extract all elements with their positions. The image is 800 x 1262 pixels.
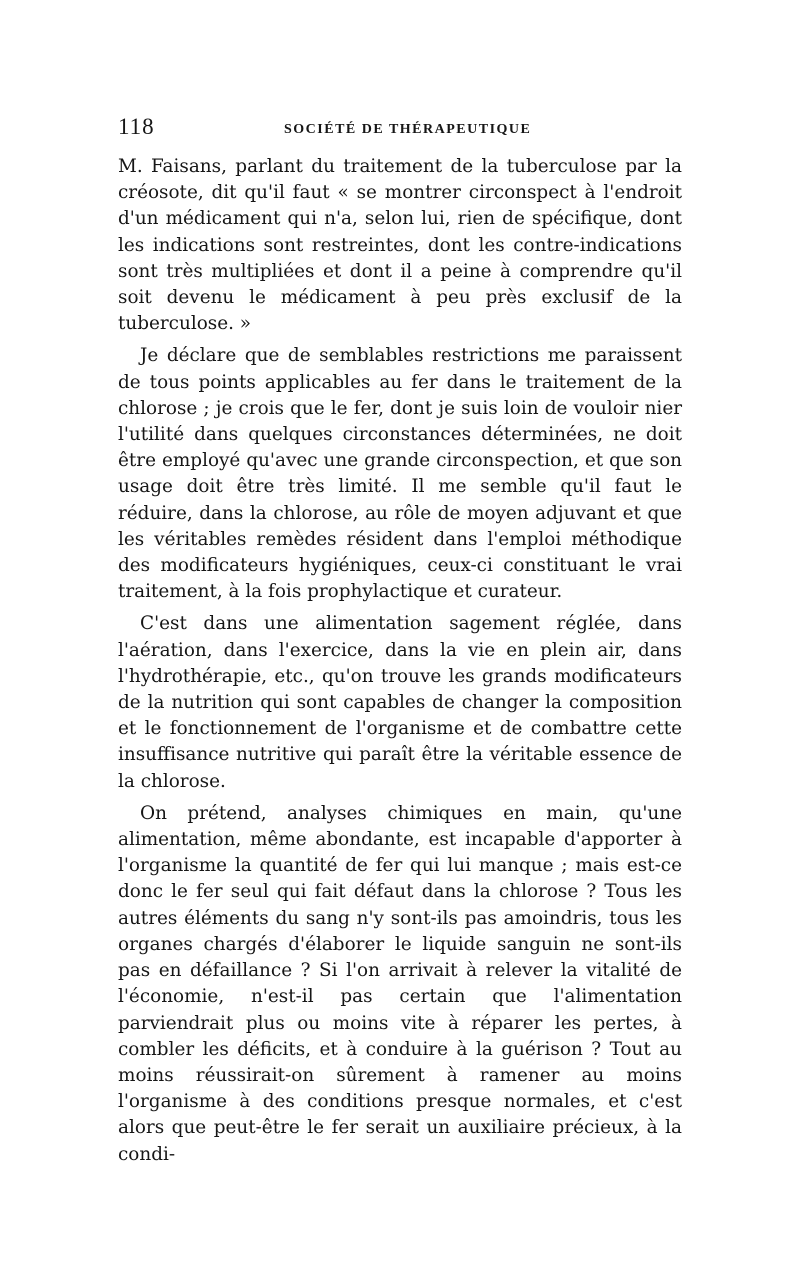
- running-head: [118, 112, 682, 146]
- paragraph-3: C'est dans une alimentation sagement réglée, dans l'aération, dans l'exercice, dans la vie en plein air, dans l'hydrothérapie, etc., qu'on trouve les grands modificateurs de la nutrition qui sont capables de changer la composition et le fonctionnement de l'organisme et de combattre cette insuffisance nutritive qui paraît être la véritable essence de la chlorose.: [118, 613, 682, 792]
- paragraph-1: M. Faisans, parlant du traitement de la tuberculose par la créosote, dit qu'il faut « se montrer circonspect à l'endroit d'un médicament qui n'a, selon lui, rien de spécifique, dont les indications sont restreintes, dont les contre-indications sont très multipliées et dont il a peine à comprendre qu'il soit devenu le médicament à peu près exclusif de la tuberculose. »: [118, 156, 682, 335]
- body-text: [118, 154, 682, 1168]
- paragraph-2: Je déclare que de semblables restrictions me paraissent de tous points applicables au fer dans le traitement de la chlorose ; je crois que le fer, dont je suis loin de vouloir nier l'utilité dans quelques circonstances déterminées, ne doit être employé qu'avec une grande circonspection, et que son usage doit être très limité. Il me semble qu'il faut le réduire, dans la chlorose, au rôle de moyen adjuvant et que les véritables remèdes résident dans l'emploi méthodique des modificateurs hygiéniques, ceux-ci constituant le vrai traitement, à la fois prophylactique et curateur.: [118, 345, 682, 603]
- page-number: 118: [118, 114, 155, 139]
- book-page: [118, 112, 682, 1168]
- running-title: SOCIÉTÉ DE THÉRAPEUTIQUE: [284, 122, 532, 137]
- paragraph-4: On prétend, analyses chimiques en main, qu'une alimentation, même abondante, est incapable d'apporter à l'organisme la quantité de fer qui lui manque ; mais est-ce donc le fer seul qui fait défaut dans la chlorose ? Tous les autres éléments du sang n'y sont-ils pas amoindris, tous les organes chargés d'élaborer le liquide sanguin ne sont-ils pas en défaillance ? Si l'on arrivait à relever la vitalité de l'économie, n'est-il pas certain que l'alimentation parviendrait plus ou moins vite à réparer les pertes, à combler les déficits, et à conduire à la guérison ? Tout au moins réussirait-on sûrement à ramener au moins l'organisme à des conditions presque normales, et c'est alors que peut-être le fer serait un auxiliaire précieux, à la condi-: [118, 802, 682, 1165]
